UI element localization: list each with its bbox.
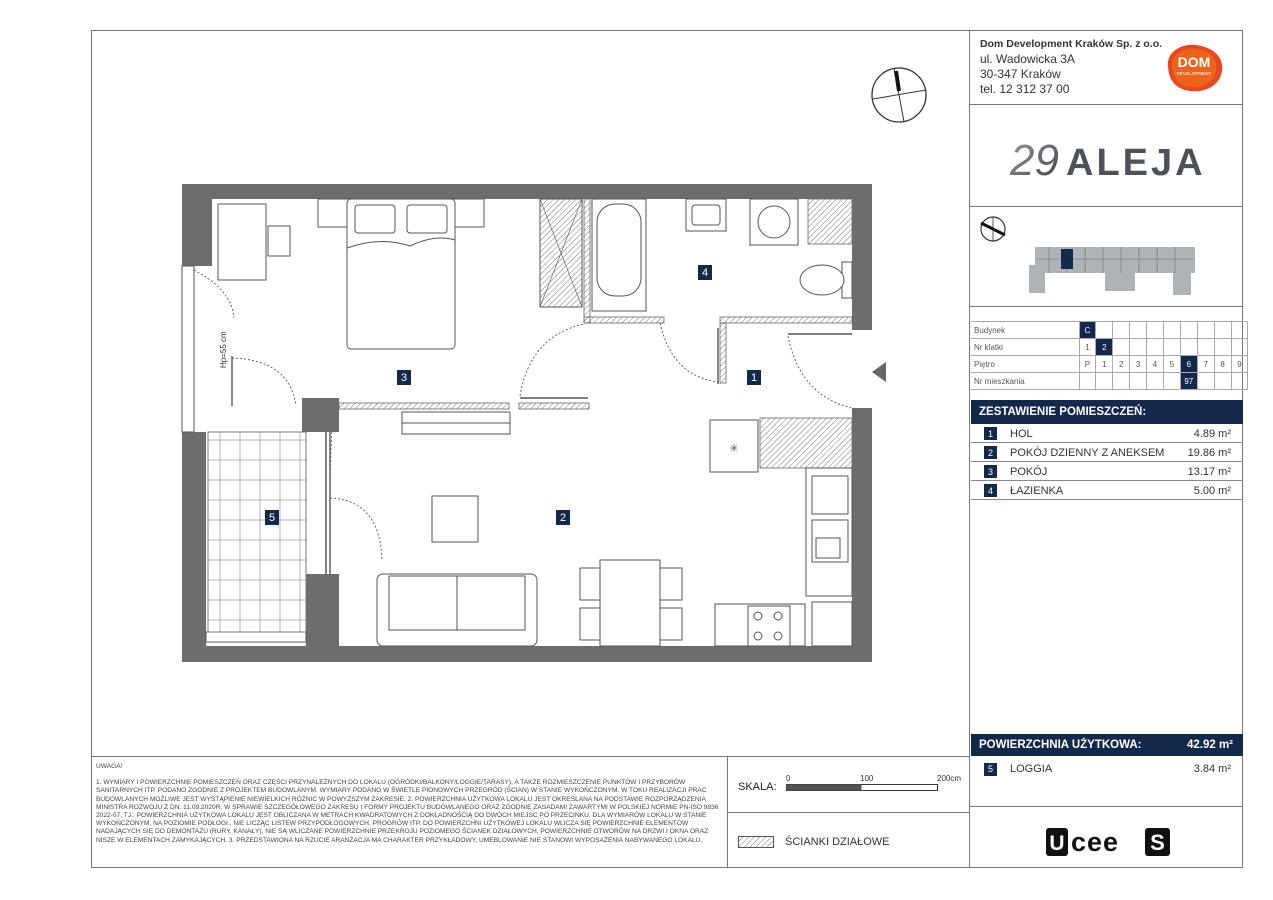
logo-text: DOM [1177,54,1211,70]
room-number: 2 [984,446,997,459]
building-table-cell: C [1079,322,1096,339]
extra-room-row [971,760,1243,778]
room-number: 5 [984,763,997,776]
uceeS-logo [1046,828,1170,856]
rooms-header: ZESTAWIENIE POMIESZCZEŃ: [971,400,1243,424]
svg-text:S: S [1150,830,1165,855]
divider [727,812,969,813]
building-table-cell: 2 [1096,339,1113,356]
room-area: 13.17 m² [1187,465,1231,478]
svg-text:U: U [1049,832,1065,855]
room-name: POKÓJ [1010,465,1048,478]
building-table-cell [1113,373,1130,390]
room-area: 19.86 m² [1187,446,1231,459]
walls-legend-label: ŚCIANKI DZIAŁOWE [785,836,890,848]
building-table-cell [1079,373,1096,390]
building-table-cell [1231,373,1248,390]
building-table-cell [1231,339,1248,356]
svg-text:cee: cee [1071,828,1120,856]
building-table-row [971,322,1248,339]
notes-text: 1. WYMIARY I POWIERZCHNIE POMIESZCZEŃ ORAZ CZĘŚCI PRZYNALEŻNYCH DO LOKALU (OGRÓDKI/BALKONY/LOGGIE/TARASY), A TAKŻE ROZMIESZCZENIE PUNKTÓW I PRZYBORÓW SANITARNYCH ITP. PODANO ZGODNIE Z PROJEKTEM BUDOWLANYM. WYMIARY PODANO W ŚWIETLE PIONOWYCH PRZEGRÓD (ŚCIAN) W STANIE WYKOŃCZONYM. W TOKU REALIZACJI PRAC BUDOWLANYCH MOŻLIWE JEST WYSTĄPIENIE NIEWIELKICH RÓŻNIC W POWYŻSZYM ZAKRESIE. 2. POWIERZCHNIA UŻYTKOWA LOKALU JEST OKREŚLANA NA PODSTAWIE ROZPORZĄDZENIA MINISTRA ROZWOJU Z DN. 11.09.2020R. W SPRAWIE SZCZEGÓŁOWEGO ZAKRESU I FORMY PROJEKTU BUDOWLANEGO ORAZ ZGODNIE ZASADAMI ZAWARTYMI W POLSKIEJ NORMIE PN-ISO 9836 2022-07, TJ.: POWIERZCHNIA UŻYTKOWA LOKALU JEST OBLICZANA W METRACH KWADRATOWYCH Z DOKŁADNOŚCIĄ DO DWÓCH MIEJSC PO PRZECINKU, DLA WYMIARÓW LOKALU W STANIE WYKOŃCZONYM, NA POZIOMIE PODŁOGI., NIE LICZĄC LISTEW PRZYPODŁOGOWYCH, PROGRÓW ITP. DO POWIERZCHNI UŻYTKOWEJ LOKALU WLICZA SIĘ POWIERZCHNIE ELEMENTÓW NADAJĄCYCH SIĘ DO DEMONTAŻU (RURY, KANAŁY), NIE SĄ WLICZANE POWIERZCHNIE PRZEKROJU POZIOMEGO ŚCIANEK DZIAŁOWYCH, POWIERZCHNIE OTWORÓW NA DRZWI I OKNA ORAZ NISZE W ELEMENTACH ZAMYKAJĄCYCH. 3. PRZEDSTAWIONA NA RZUCIE ARANŻACJA MA CHARAKTER PRZYKŁADOWY, UMEBLOWANIE NIE STANOWI WYPOSAŻENIA NABYWANEGO LOKALU. [96,779,719,844]
project-brand-logo [1010,133,1210,183]
building-table-label: Budynek [971,322,1079,339]
apartment-highlight [1061,249,1073,269]
building-table-cell [1214,339,1231,356]
divider [969,104,1243,105]
svg-text:✳: ✳ [729,443,739,455]
building-table-row [971,356,1248,373]
key-plan [977,213,1237,301]
building-table-cell [1113,322,1130,339]
building-table-cell [1163,373,1180,390]
company-info [980,37,1162,97]
building-table-cell [1096,322,1113,339]
room-row [971,425,1243,443]
scale-tick-200: 200cm [937,774,962,783]
building-table-cell [1197,339,1214,356]
dom-development-logo [1158,41,1228,93]
building-table-cell [1197,322,1214,339]
room-number: 3 [984,465,997,478]
building-table-cell: 1 [1096,356,1113,373]
building-table-cell [1214,322,1231,339]
total-area-bar [971,734,1243,756]
scale-tick-0: 0 [786,774,791,783]
building-table-cell [1130,322,1147,339]
building-table-label: Nr klatki [971,339,1079,356]
building-table-cell [1147,339,1164,356]
room-area: 5.00 m² [1193,484,1231,497]
logo-subtext: DEVELOPMENT [1176,71,1212,76]
building-info-table [971,321,1248,390]
building-table-label: Nr mieszkania [971,373,1079,390]
building-table-cell: 6 [1180,356,1197,373]
divider [91,756,969,757]
entrance-arrow-icon [872,362,886,382]
total-label: POWIERZCHNIA UŻYTKOWA: [979,739,1142,751]
building-table-cell [1214,373,1231,390]
company-city: 30-347 Kraków [980,67,1061,81]
building-table-cell: 97 [1180,373,1197,390]
building-table-cell [1113,339,1130,356]
room-label-2: 2 [556,510,570,525]
room-name: POKÓJ DZIENNY Z ANEKSEM [1010,446,1165,459]
company-street: ul. Wadowicka 3A [980,52,1075,66]
company-name: Dom Development Kraków Sp. z o.o. [980,38,1163,50]
loggia-floor [208,432,306,632]
room-label-5: 5 [265,510,279,525]
building-table-cell [1180,339,1197,356]
room-area: 4.89 m² [1193,427,1231,440]
building-table-cell: 7 [1197,356,1214,373]
building-table-cell: 8 [1214,356,1231,373]
divider [969,806,1243,807]
building-table-cell [1180,322,1197,339]
building-table-cell [1163,339,1180,356]
building-table-cell: 5 [1163,356,1180,373]
room-name: ŁAZIENKA [1010,484,1064,497]
building-table-cell [1130,373,1147,390]
building-table-cell: 4 [1147,356,1164,373]
total-value: 42.92 m² [1186,739,1233,751]
building-table-row [971,373,1248,390]
room-row [971,444,1243,462]
building-table-cell: 3 [1130,356,1147,373]
room-label-4: 4 [698,265,712,280]
brand-number: 29 [1010,136,1059,183]
building-table-cell [1147,373,1164,390]
scale-label: SKALA: [738,781,777,793]
building-table-cell: 2 [1113,356,1130,373]
building-table-cell: P [1079,356,1096,373]
walls-legend-swatch [738,836,774,848]
building-table-cell [1096,373,1113,390]
room-number: 4 [984,484,997,497]
company-phone: tel. 12 312 37 00 [980,82,1070,96]
building-table-cell [1147,322,1164,339]
room-name: HOL [1010,427,1033,440]
notes-heading: UWAGA! [96,763,123,770]
building-table-cell [1130,339,1147,356]
building-table-label: Piętro [971,356,1079,373]
notes [96,763,721,845]
room-name: LOGGIA [1010,763,1053,775]
room-label-3: 3 [397,370,411,385]
floor-plan [92,31,970,756]
scale-tick-100: 100 [860,774,874,783]
height-note: Hp=55 cm [219,331,228,368]
building-table-cell [1163,322,1180,339]
building-table-cell: 9 [1231,356,1248,373]
building-table-cell [1197,373,1214,390]
divider [969,206,1243,207]
brand-name: ALEJA [1066,142,1206,183]
room-row [971,482,1243,500]
room-area: 3.84 m² [1193,763,1231,775]
building-table-cell [1231,322,1248,339]
room-row [971,463,1243,481]
scale-bar [786,784,938,792]
room-number: 1 [984,427,997,440]
building-table-cell: 1 [1079,339,1096,356]
divider [969,306,1243,307]
room-label-1: 1 [747,370,761,385]
building-table-row [971,339,1248,356]
